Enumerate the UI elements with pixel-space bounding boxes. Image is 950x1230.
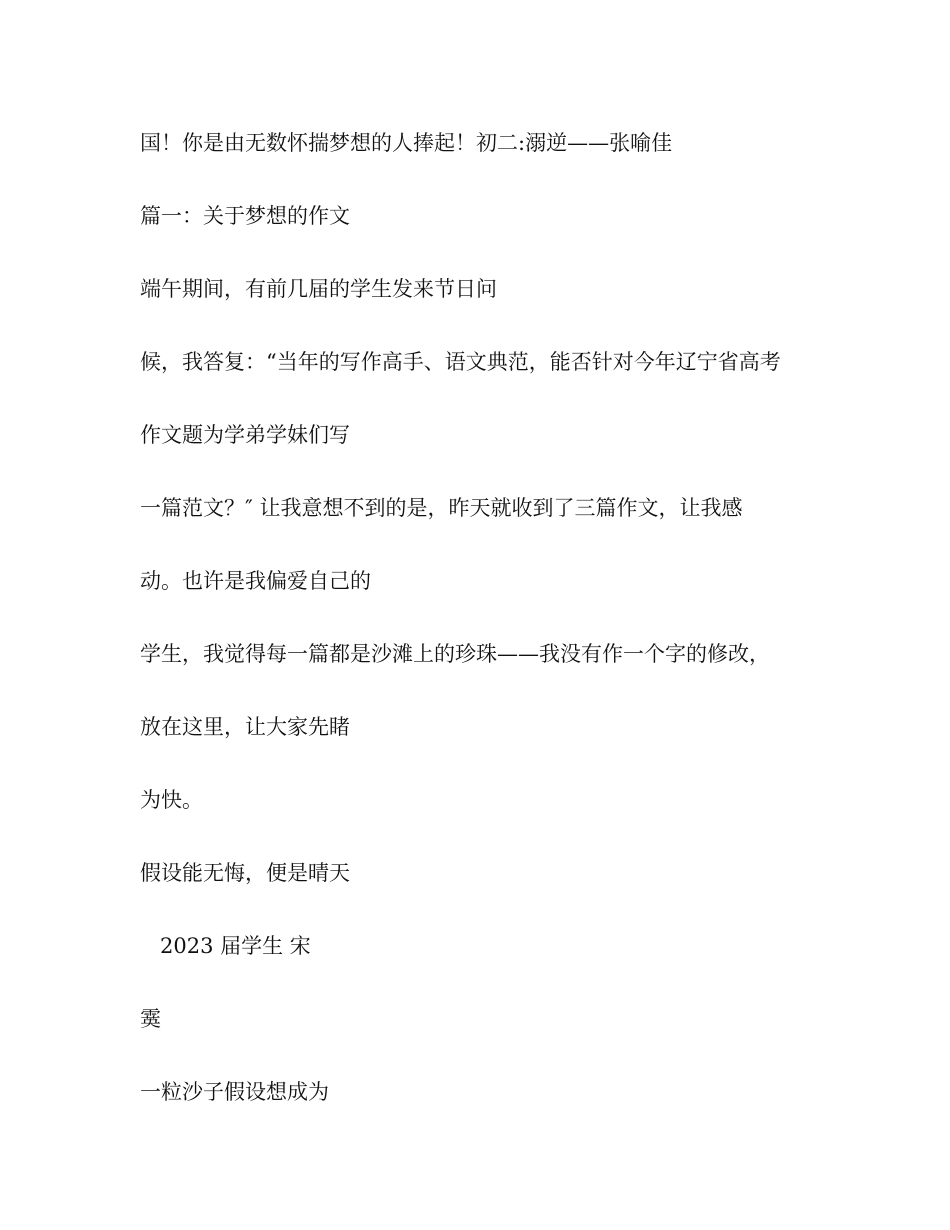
text-line: 放在这里，让大家先睹 xyxy=(140,715,350,739)
text-line: 一篇范文？″ 让我意想不到的是，昨天就收到了三篇作文，让我感 xyxy=(140,496,743,520)
essay-heading: 篇一：关于梦想的作文 xyxy=(140,204,350,228)
essay-title: 假设能无悔，便是晴天 xyxy=(140,861,350,885)
text-line: 学生，我觉得每一篇都是沙滩上的珍珠——我没有作一个字的修改， xyxy=(140,642,770,666)
text-line: 动。也许是我偏爱自己的 xyxy=(140,569,371,593)
text-line: 作文题为学弟学妹们写 xyxy=(140,423,350,447)
text-line: 候，我答复：“当年的写作高手、语文典范，能否针对今年辽宁省高考 xyxy=(140,350,781,374)
text-line: 国！你是由无数怀揣梦想的人捧起！初二:溺逆——张喻佳 xyxy=(140,131,673,155)
author-name: 霙 xyxy=(140,1007,161,1031)
author-line: 2023 届学生 宋 xyxy=(160,934,311,958)
text-line: 端午期间，有前几届的学生发来节日问 xyxy=(140,277,497,301)
text-line: 为快。 xyxy=(140,788,203,812)
text-line: 一粒沙子假设想成为 xyxy=(140,1080,329,1104)
